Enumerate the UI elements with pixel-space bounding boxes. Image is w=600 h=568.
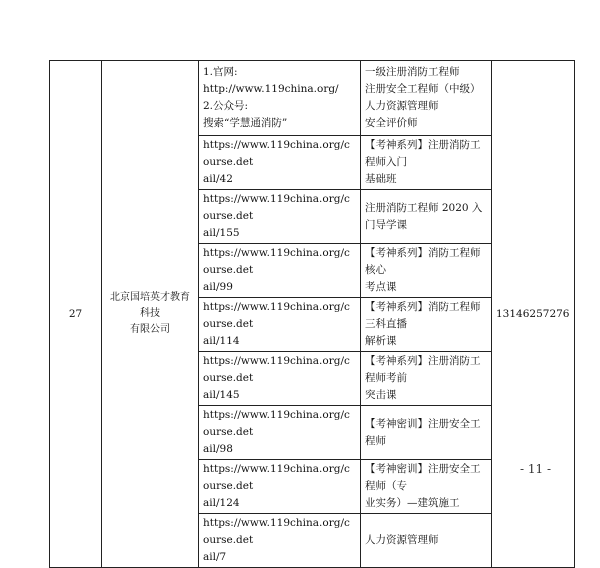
course-url: https://www.119china.org/course.det ail/145: [199, 352, 361, 406]
intro-courses: 一级注册消防工程师 注册安全工程师（中级） 人力资源管理师 安全评价师: [361, 61, 492, 136]
course-name: 人力资源管理师: [361, 514, 492, 568]
organization-name: 北京国培英才教育科技 有限公司: [102, 61, 199, 568]
course-name: 【考神密训】注册安全工程师（专 业实务）—建筑施工: [361, 460, 492, 514]
course-url: https://www.119china.org/course.det ail/7: [199, 514, 361, 568]
intro-info: 1.官网: http://www.119china.org/ 2.公众号: 搜索“学慧通消防”: [199, 61, 361, 136]
course-name: 注册消防工程师 2020 入门导学课: [361, 190, 492, 244]
course-name: 【考神系列】消防工程师核心 考点课: [361, 244, 492, 298]
page-number: - 11 -: [520, 462, 552, 476]
course-name: 【考神系列】消防工程师三科直播 解析课: [361, 298, 492, 352]
course-url: https://www.119china.org/course.det ail/99: [199, 244, 361, 298]
course-url: https://www.119china.org/course.det ail/124: [199, 460, 361, 514]
course-url: https://www.119china.org/course.det ail/42: [199, 136, 361, 190]
entry-number: 27: [50, 61, 102, 568]
course-table: [49, 60, 575, 568]
course-name: 【考神系列】注册消防工程师考前 突击课: [361, 352, 492, 406]
contact-phone: 13146257276: [492, 61, 575, 568]
course-url: https://www.119china.org/course.det ail/98: [199, 406, 361, 460]
course-url: https://www.119china.org/course.det ail/155: [199, 190, 361, 244]
table-row: [50, 61, 575, 136]
course-name: 【考神密训】注册安全工程师: [361, 406, 492, 460]
course-name: 【考神系列】注册消防工程师入门 基础班: [361, 136, 492, 190]
course-url: https://www.119china.org/course.det ail/114: [199, 298, 361, 352]
